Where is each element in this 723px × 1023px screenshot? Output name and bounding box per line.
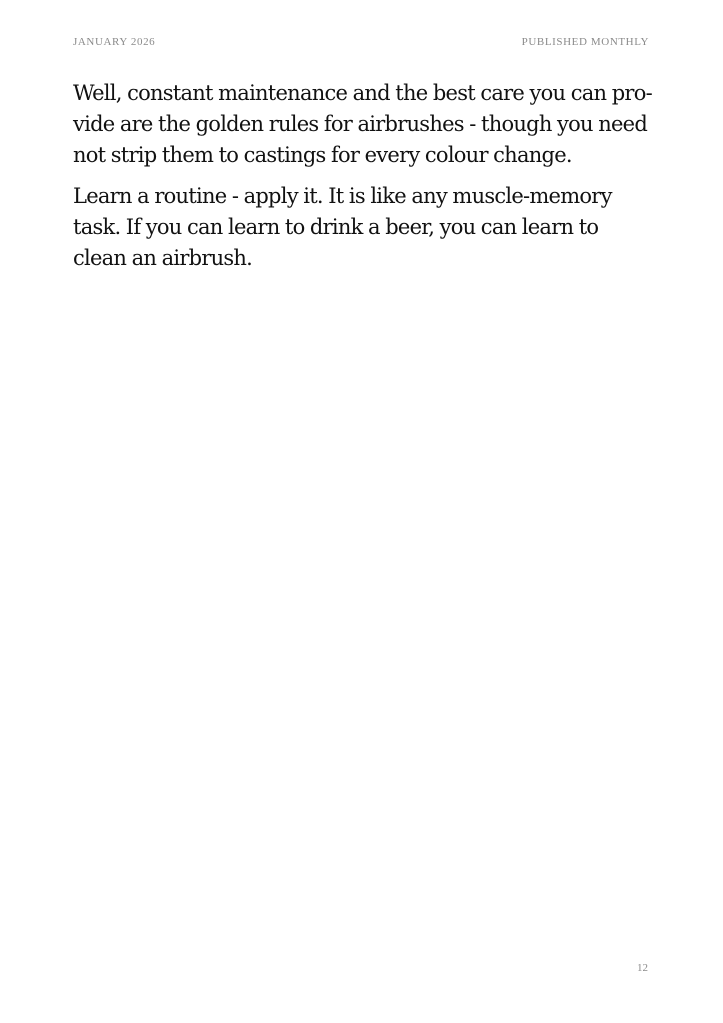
- running-header: [73, 36, 649, 48]
- article-body: [73, 78, 653, 284]
- header-publication-frequency: PUBLISHED MONTHLY: [521, 36, 649, 48]
- header-date: JANUARY 2026: [73, 36, 156, 48]
- page-number: 12: [637, 962, 648, 974]
- paragraph-1: Well, constant maintenance and the best care you can pro-vide are the golden rules for airbrushes - though you need not strip them to castings for every colour change.: [73, 81, 652, 167]
- paragraph-2: Learn a routine - apply it. It is like any muscle-memory task. If you can learn to drink a beer, you can learn to clean an airbrush.: [73, 184, 612, 270]
